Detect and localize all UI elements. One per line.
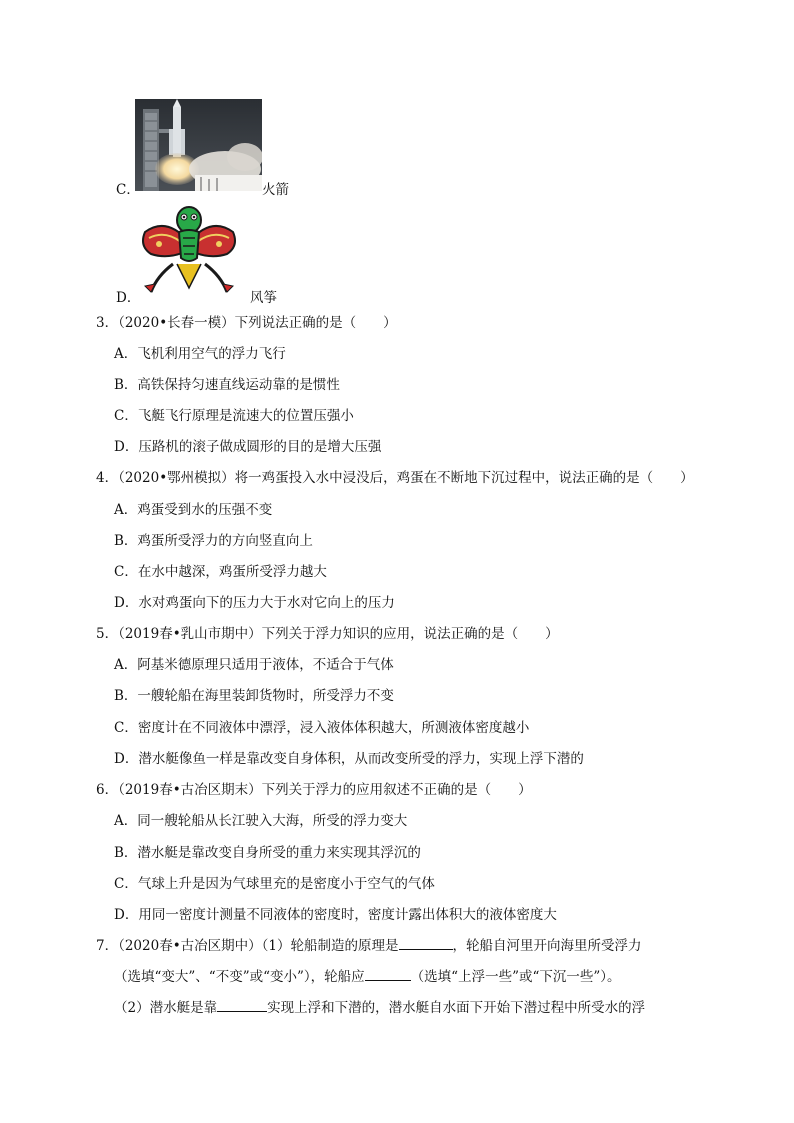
question-6-option-d: D．用同一密度计测量不同液体的密度时，密度计露出体积大的液体密度大 xyxy=(114,907,557,923)
question-3-option-a: A．飞机利用空气的浮力飞行 xyxy=(114,346,286,362)
answer-blank-2[interactable] xyxy=(365,968,411,981)
rocket-launch-photo xyxy=(135,99,262,191)
question-7-line-1-text-b: ，轮船自河里开向海里所受浮力 xyxy=(452,938,642,954)
option-d-caption: 风筝 xyxy=(250,290,277,306)
question-3-option-c: C．飞艇飞行原理是流速大的位置压强小 xyxy=(114,408,354,424)
question-4-option-c: C．在水中越深，鸡蛋所受浮力越大 xyxy=(114,564,327,580)
answer-blank-3[interactable] xyxy=(217,999,267,1012)
question-7-line-1 xyxy=(96,934,642,954)
question-4-option-b: B．鸡蛋所受浮力的方向竖直向上 xyxy=(114,533,313,549)
question-5-stem: 5．（2019春•乳山市期中）下列关于浮力知识的应用，说法正确的是（ ） xyxy=(96,626,559,642)
question-5-option-a: A．阿基米德原理只适用于液体，不适合于气体 xyxy=(114,657,394,673)
question-4-stem: 4．（2020•鄂州模拟）将一鸡蛋投入水中浸没后，鸡蛋在不断地下沉过程中，说法正确的是（ ） xyxy=(96,470,694,486)
option-d-letter: D． xyxy=(116,290,141,306)
option-c-caption: 火箭 xyxy=(262,182,289,198)
question-3-option-d: D．压路机的滚子做成圆形的目的是增大压强 xyxy=(114,439,382,455)
question-7-line-1-text-a: 7．（2020春•古冶区期中）（1）轮船制造的原理是 xyxy=(96,938,399,954)
question-7-line-3-text-a: （2）潜水艇是靠 xyxy=(114,1000,218,1016)
kite-picture xyxy=(137,202,241,298)
question-6-option-b: B．潜水艇是靠改变自身所受的重力来实现其浮沉的 xyxy=(114,845,421,861)
question-7-line-3-text-b: 实现上浮和下潜的，潜水艇自水面下开始下潜过程中所受水的浮 xyxy=(267,1000,646,1016)
question-6-option-a: A．同一艘轮船从长江驶入大海，所受的浮力变大 xyxy=(114,813,408,829)
question-7-line-2-text-b: （选填“上浮一些”或“下沉一些”）。 xyxy=(410,969,621,985)
question-3-option-b: B．高铁保持匀速直线运动靠的是惯性 xyxy=(114,377,340,393)
question-5-option-c: C．密度计在不同液体中漂浮，浸入液体体积越大，所测液体密度越小 xyxy=(114,720,530,736)
answer-blank-1[interactable] xyxy=(399,937,453,950)
question-6-option-c: C．气球上升是因为气球里充的是密度小于空气的气体 xyxy=(114,876,435,892)
question-5-option-d: D．潜水艇像鱼一样是靠改变自身体积，从而改变所受的浮力，实现上浮下潜的 xyxy=(114,751,584,767)
question-3-stem: 3．（2020•长春一模）下列说法正确的是（ ） xyxy=(96,315,397,331)
question-6-stem: 6．（2019春•古冶区期末）下列关于浮力的应用叙述不正确的是（ ） xyxy=(96,782,532,798)
question-4-option-a: A．鸡蛋受到水的压强不变 xyxy=(114,502,273,518)
question-7-line-3 xyxy=(114,996,645,1016)
option-c-letter: C． xyxy=(116,182,140,198)
question-5-option-b: B．一艘轮船在海里装卸货物时，所受浮力不变 xyxy=(114,688,394,704)
question-4-option-d: D．水对鸡蛋向下的压力大于水对它向上的压力 xyxy=(114,595,395,611)
question-7-line-2 xyxy=(114,965,621,985)
question-7-line-2-text-a: （选填“变大”、“不变”或“变小”），轮船应 xyxy=(114,969,365,985)
